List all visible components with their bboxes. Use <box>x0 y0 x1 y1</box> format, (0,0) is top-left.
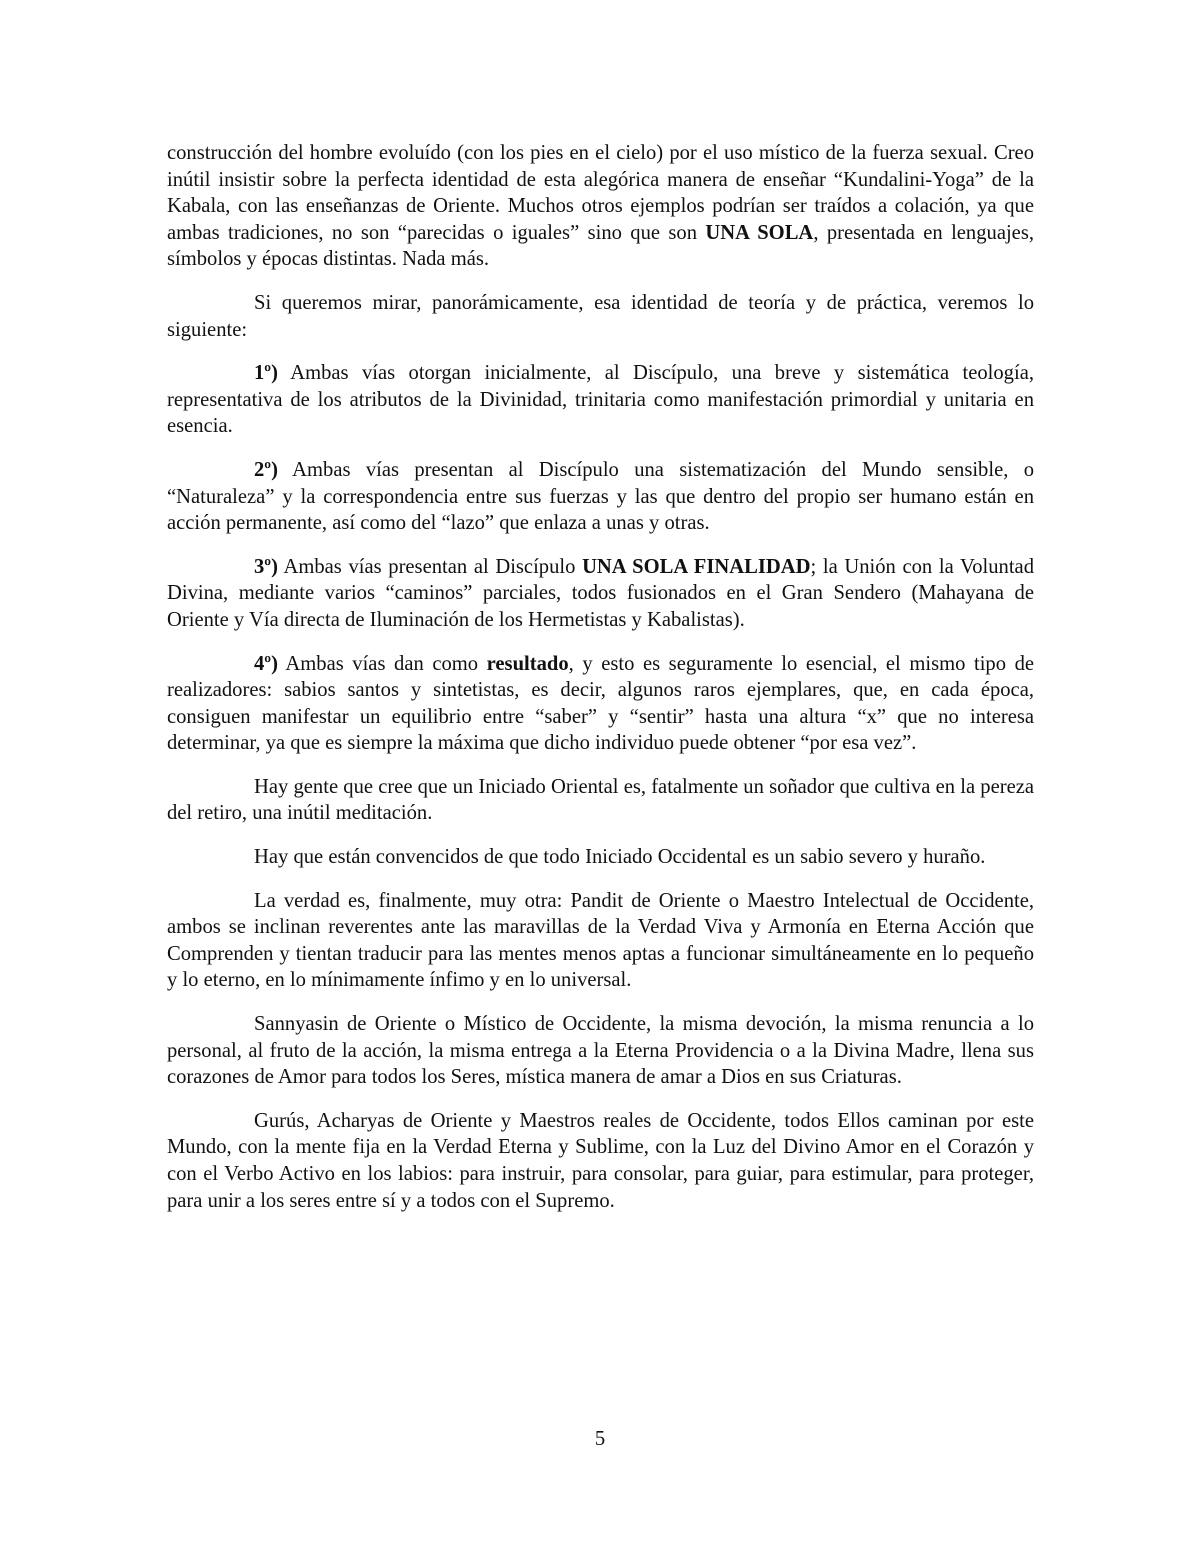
text-run: Ambas vías dan como <box>277 652 487 675</box>
bold-text: UNA SOLA FINALIDAD <box>582 555 811 578</box>
text-run: ; la Unión con la Voluntad Divina, mediante varios “caminos” parciales, todos fusionados en el Gran Sendero (Mahayana de Oriente y Vía directa de Iluminación de los Hermetistas y Kabalistas). <box>167 555 1034 631</box>
text-run: Hay gente que cree que un Iniciado Oriental es, fatalmente un soñador que cultiva en la pereza del retiro, una inútil meditación. <box>167 775 1034 825</box>
paragraph-4 <box>167 457 1034 537</box>
text-run: Ambas vías otorgan inicialmente, al Discípulo, una breve y sistemática teología, representativa de los atributos de la Divinidad, trinitaria como manifestación primordial y unitaria en esencia. <box>167 362 1034 438</box>
text-run: Ambas vías presentan al Discípulo una sistematización del Mundo sensible, o “Naturaleza” y la correspondencia entre sus fuerzas y las que dentro del propio ser humano están en acción permanente, así como del “lazo” que enlaza a unas y otras. <box>167 458 1034 535</box>
text-run: Sannyasin de Oriente o Místico de Occidente, la misma devoción, la misma renuncia a lo personal, al fruto de la acción, la misma entrega a la Eterna Providencia o a la Divina Madre, llena sus corazones de Amor para todos los Seres, mística manera de amar a Dios en sus Criaturas. <box>167 1013 1034 1089</box>
text-run: , y esto es seguramente lo esencial, el mismo tipo de realizadores: sabios santos y sintetistas, es decir, algunos raros ejemplares, que, en cada época, consiguen manifestar un equilibrio entre “saber” y “sentir” hasta una altura “x” que no interesa determinar, ya que es siempre la máxima que dicho individuo puede obtener “por esa vez”. <box>167 652 1035 755</box>
paragraph-9 <box>167 888 1034 994</box>
paragraph-11 <box>167 1108 1034 1214</box>
page-number: 5 <box>594 1428 606 1450</box>
bold-text: resultado <box>486 652 569 675</box>
text-run: Gurús, Acharyas de Oriente y Maestros reales de Occidente, todos Ellos caminan por este Mundo, con la mente fija en la Verdad Eterna y Sublime, con la Luz del Divino Amor en el Corazón y con el Verbo Activo en los labios: para instruir, para consolar, para guiar, para estimular, para proteger, para unir a los seres entre sí y a todos con el Supremo. <box>167 1109 1034 1212</box>
bold-text: 1º) <box>254 362 278 385</box>
text-run: Si queremos mirar, panorámicamente, esa identidad de teoría y de práctica, veremos lo siguiente: <box>167 291 1034 341</box>
body-text <box>167 140 1034 1231</box>
paragraph-2 <box>167 290 1034 343</box>
bold-text: UNA SOLA <box>705 221 814 244</box>
paragraph-3 <box>167 360 1034 440</box>
text-run: Hay que están convencidos de que todo Iniciado Occidental es un sabio severo y huraño. <box>254 846 986 869</box>
text-run: La verdad es, finalmente, muy otra: Pandit de Oriente o Maestro Intelectual de Occidente, ambos se inclinan reverentes ante las maravillas de la Verdad Viva y Armonía en Eterna Acción que Comprenden y tientan traducir para las mentes menos aptas a funcionar simultáneamente en lo pequeño y lo eterno, en lo mínimamente ínfimo y en lo universal. <box>167 889 1034 992</box>
text-run: construcción del hombre evoluído (con los pies en el cielo) por el uso místico de la fuerza sexual. Creo inútil insistir sobre la perfecta identidad de esta alegórica manera de enseñar “Kundalini-Yoga” de la Kabala, con las enseñanzas de Oriente. Muchos otros ejemplos podrían ser traídos a colación, ya que ambas tradiciones, no son “parecidas o iguales” sino que son <box>167 142 1034 244</box>
paragraph-7 <box>167 774 1034 827</box>
paragraph-6 <box>167 651 1034 757</box>
paragraph-8 <box>167 844 1034 871</box>
text-run: , presentada en lenguajes, símbolos y épocas distintas. Nada más. <box>167 221 1034 271</box>
bold-text: 4º) <box>254 652 278 675</box>
text-run: Ambas vías presentan al Discípulo <box>277 555 583 578</box>
paragraph-10 <box>167 1011 1034 1091</box>
bold-text: 2º) <box>254 458 278 481</box>
bold-text: 3º) <box>254 555 278 578</box>
paragraph-1 <box>167 140 1034 273</box>
paragraph-5 <box>167 554 1034 634</box>
